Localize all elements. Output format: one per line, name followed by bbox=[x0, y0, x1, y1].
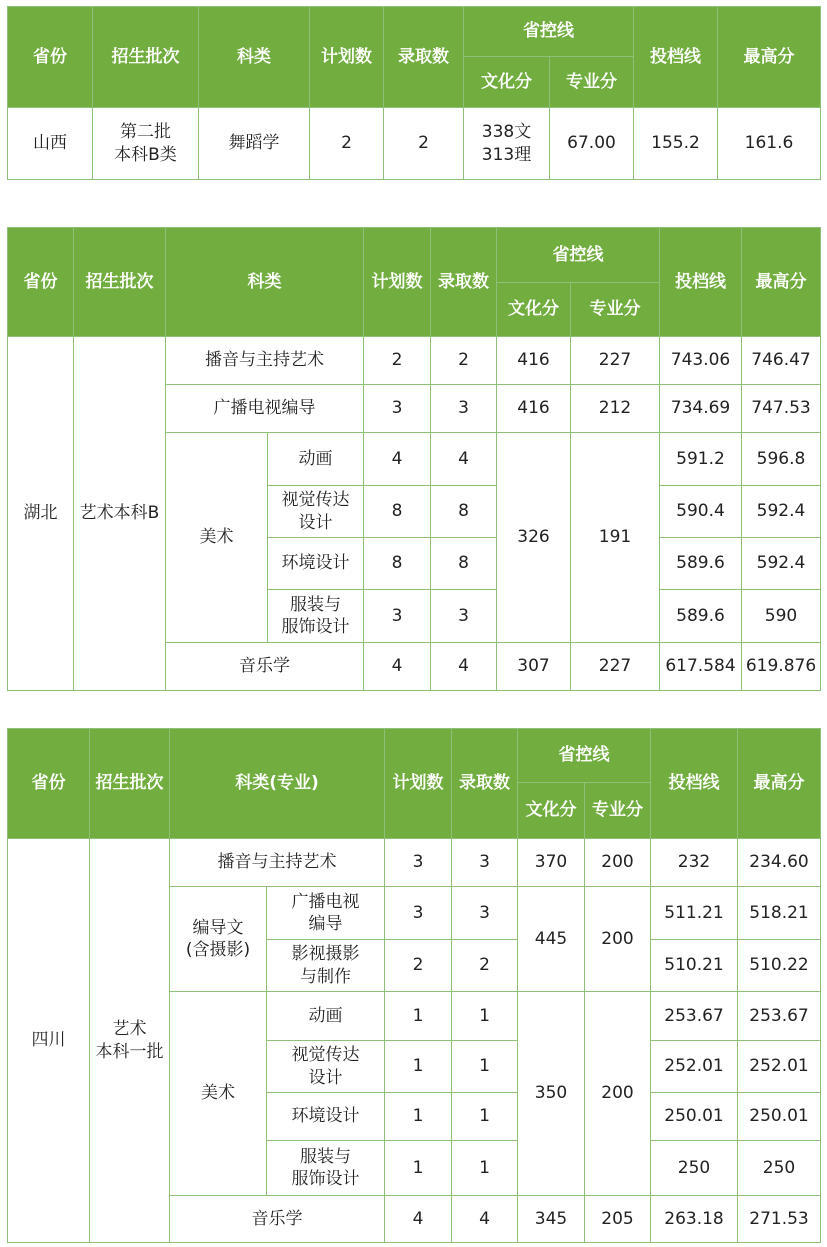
cell-admitted: 2 bbox=[384, 108, 464, 180]
cell-category: 音乐学 bbox=[170, 1196, 385, 1243]
cell-subcategory: 广播电视 编导 bbox=[267, 887, 385, 940]
cell-highest: 234.60 bbox=[738, 839, 821, 887]
header-control-line: 省控线 bbox=[497, 228, 660, 283]
cell-admitted: 3 bbox=[431, 590, 497, 643]
cell-filing: 510.21 bbox=[651, 940, 738, 992]
cell-group-label: 美术 bbox=[166, 433, 268, 643]
cell-major: 227 bbox=[571, 337, 660, 385]
cell-plan: 3 bbox=[364, 590, 431, 643]
cell-admitted: 8 bbox=[431, 538, 497, 590]
cell-filing: 263.18 bbox=[651, 1196, 738, 1243]
cell-group-label: 编导文 (含摄影) bbox=[170, 887, 267, 992]
header-major: 专业分 bbox=[585, 783, 651, 839]
header-plan: 计划数 bbox=[385, 729, 452, 839]
cell-highest: 161.6 bbox=[718, 108, 821, 180]
cell-filing: 589.6 bbox=[660, 538, 742, 590]
cell-culture: 345 bbox=[518, 1196, 585, 1243]
header-batch: 招生批次 bbox=[93, 7, 199, 108]
cell-subcategory: 动画 bbox=[267, 992, 385, 1041]
cell-subcategory: 环境设计 bbox=[268, 538, 364, 590]
cell-category: 广播电视编导 bbox=[166, 385, 364, 433]
cell-filing: 252.01 bbox=[651, 1041, 738, 1093]
cell-batch: 艺术本科B bbox=[74, 337, 166, 691]
cell-filing: 591.2 bbox=[660, 433, 742, 486]
cell-highest: 510.22 bbox=[738, 940, 821, 992]
admission-table-hubei bbox=[7, 227, 821, 691]
cell-admitted: 4 bbox=[431, 433, 497, 486]
header-highest: 最高分 bbox=[738, 729, 821, 839]
header-admitted: 录取数 bbox=[384, 7, 464, 108]
cell-subcategory: 服装与 服饰设计 bbox=[267, 1141, 385, 1196]
cell-highest: 592.4 bbox=[742, 538, 821, 590]
cell-major: 200 bbox=[585, 887, 651, 992]
header-province: 省份 bbox=[8, 7, 93, 108]
cell-plan: 4 bbox=[385, 1196, 452, 1243]
cell-highest: 596.8 bbox=[742, 433, 821, 486]
cell-filing: 590.4 bbox=[660, 486, 742, 538]
cell-plan: 1 bbox=[385, 992, 452, 1041]
cell-category: 播音与主持艺术 bbox=[166, 337, 364, 385]
cell-province: 四川 bbox=[8, 839, 90, 1243]
cell-culture: 350 bbox=[518, 992, 585, 1196]
cell-filing: 589.6 bbox=[660, 590, 742, 643]
table-row bbox=[8, 108, 821, 180]
cell-major: 212 bbox=[571, 385, 660, 433]
cell-subcategory: 视觉传达 设计 bbox=[268, 486, 364, 538]
cell-plan: 2 bbox=[385, 940, 452, 992]
header-culture: 文化分 bbox=[464, 57, 550, 108]
cell-admitted: 2 bbox=[452, 940, 518, 992]
cell-highest: 271.53 bbox=[738, 1196, 821, 1243]
cell-admitted: 3 bbox=[452, 839, 518, 887]
cell-highest: 518.21 bbox=[738, 887, 821, 940]
cell-major: 200 bbox=[585, 992, 651, 1196]
cell-admitted: 8 bbox=[431, 486, 497, 538]
cell-filing: 743.06 bbox=[660, 337, 742, 385]
header-culture: 文化分 bbox=[518, 783, 585, 839]
cell-highest: 252.01 bbox=[738, 1041, 821, 1093]
cell-province: 湖北 bbox=[8, 337, 74, 691]
cell-culture: 416 bbox=[497, 337, 571, 385]
header-admitted: 录取数 bbox=[431, 228, 497, 337]
header-category: 科类(专业) bbox=[170, 729, 385, 839]
header-highest: 最高分 bbox=[718, 7, 821, 108]
cell-admitted: 4 bbox=[431, 643, 497, 691]
cell-subcategory: 环境设计 bbox=[267, 1093, 385, 1141]
cell-major: 67.00 bbox=[550, 108, 634, 180]
header-control-line: 省控线 bbox=[518, 729, 651, 783]
cell-highest: 250 bbox=[738, 1141, 821, 1196]
table-row bbox=[8, 839, 821, 887]
cell-filing: 617.584 bbox=[660, 643, 742, 691]
cell-admitted: 1 bbox=[452, 1041, 518, 1093]
cell-filing: 250.01 bbox=[651, 1093, 738, 1141]
header-highest: 最高分 bbox=[742, 228, 821, 337]
header-batch: 招生批次 bbox=[90, 729, 170, 839]
cell-subcategory: 服装与 服饰设计 bbox=[268, 590, 364, 643]
cell-subcategory: 影视摄影 与制作 bbox=[267, 940, 385, 992]
cell-highest: 253.67 bbox=[738, 992, 821, 1041]
cell-culture: 445 bbox=[518, 887, 585, 992]
header-major: 专业分 bbox=[550, 57, 634, 108]
cell-province: 山西 bbox=[8, 108, 93, 180]
header-control-line: 省控线 bbox=[464, 7, 634, 57]
table-row bbox=[8, 337, 821, 385]
cell-batch: 艺术 本科一批 bbox=[90, 839, 170, 1243]
cell-plan: 2 bbox=[364, 337, 431, 385]
cell-plan: 3 bbox=[385, 887, 452, 940]
cell-plan: 8 bbox=[364, 538, 431, 590]
cell-admitted: 4 bbox=[452, 1196, 518, 1243]
cell-major: 200 bbox=[585, 839, 651, 887]
header-admitted: 录取数 bbox=[452, 729, 518, 839]
cell-filing: 511.21 bbox=[651, 887, 738, 940]
cell-subcategory: 视觉传达 设计 bbox=[267, 1041, 385, 1093]
cell-highest: 746.47 bbox=[742, 337, 821, 385]
admission-table-shanxi bbox=[7, 6, 821, 180]
cell-major: 205 bbox=[585, 1196, 651, 1243]
cell-plan: 4 bbox=[364, 643, 431, 691]
cell-admitted: 2 bbox=[431, 337, 497, 385]
cell-admitted: 3 bbox=[431, 385, 497, 433]
cell-batch: 第二批 本科B类 bbox=[93, 108, 199, 180]
cell-plan: 3 bbox=[385, 839, 452, 887]
cell-admitted: 3 bbox=[452, 887, 518, 940]
header-filing: 投档线 bbox=[651, 729, 738, 839]
cell-admitted: 1 bbox=[452, 1141, 518, 1196]
header-major: 专业分 bbox=[571, 283, 660, 337]
cell-culture: 416 bbox=[497, 385, 571, 433]
cell-culture: 338文 313理 bbox=[464, 108, 550, 180]
header-category: 科类 bbox=[199, 7, 310, 108]
cell-plan: 4 bbox=[364, 433, 431, 486]
header-filing: 投档线 bbox=[634, 7, 718, 108]
cell-filing: 734.69 bbox=[660, 385, 742, 433]
cell-filing: 155.2 bbox=[634, 108, 718, 180]
cell-group-label: 美术 bbox=[170, 992, 267, 1196]
cell-culture: 326 bbox=[497, 433, 571, 643]
header-plan: 计划数 bbox=[310, 7, 384, 108]
cell-highest: 592.4 bbox=[742, 486, 821, 538]
admission-table-sichuan bbox=[7, 728, 821, 1243]
cell-major: 191 bbox=[571, 433, 660, 643]
cell-plan: 1 bbox=[385, 1141, 452, 1196]
cell-plan: 1 bbox=[385, 1041, 452, 1093]
cell-highest: 250.01 bbox=[738, 1093, 821, 1141]
header-plan: 计划数 bbox=[364, 228, 431, 337]
header-province: 省份 bbox=[8, 729, 90, 839]
cell-subcategory: 动画 bbox=[268, 433, 364, 486]
cell-category: 播音与主持艺术 bbox=[170, 839, 385, 887]
cell-admitted: 1 bbox=[452, 992, 518, 1041]
cell-highest: 747.53 bbox=[742, 385, 821, 433]
header-province: 省份 bbox=[8, 228, 74, 337]
cell-culture: 307 bbox=[497, 643, 571, 691]
cell-plan: 8 bbox=[364, 486, 431, 538]
cell-filing: 253.67 bbox=[651, 992, 738, 1041]
cell-plan: 2 bbox=[310, 108, 384, 180]
header-culture: 文化分 bbox=[497, 283, 571, 337]
cell-admitted: 1 bbox=[452, 1093, 518, 1141]
cell-highest: 619.876 bbox=[742, 643, 821, 691]
cell-plan: 1 bbox=[385, 1093, 452, 1141]
cell-category: 音乐学 bbox=[166, 643, 364, 691]
cell-culture: 370 bbox=[518, 839, 585, 887]
header-filing: 投档线 bbox=[660, 228, 742, 337]
cell-plan: 3 bbox=[364, 385, 431, 433]
cell-major: 227 bbox=[571, 643, 660, 691]
header-batch: 招生批次 bbox=[74, 228, 166, 337]
header-category: 科类 bbox=[166, 228, 364, 337]
cell-category: 舞蹈学 bbox=[199, 108, 310, 180]
cell-filing: 232 bbox=[651, 839, 738, 887]
cell-highest: 590 bbox=[742, 590, 821, 643]
cell-filing: 250 bbox=[651, 1141, 738, 1196]
